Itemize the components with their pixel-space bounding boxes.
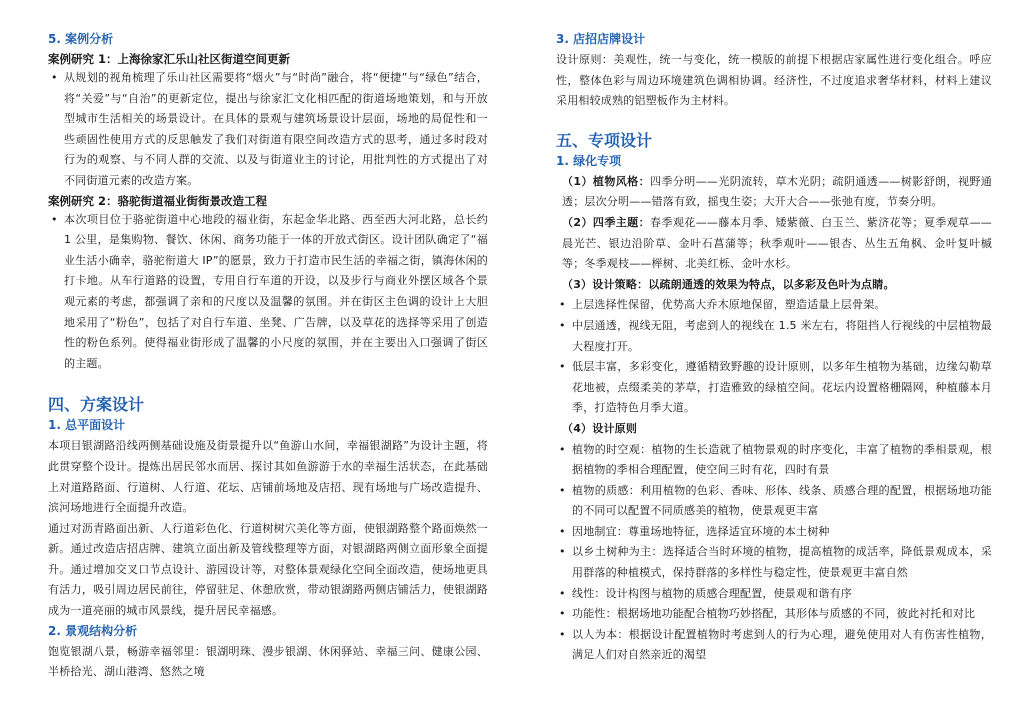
landscape-structure-heading: 2. 景观结构分析 [48, 623, 138, 638]
bullet-dot-icon: • [51, 71, 58, 84]
strategy-bullet: • 上层选择性保留，优势高大乔木原地保留，塑造适量上层骨架。 [556, 295, 992, 316]
bullet-dot-icon: • [559, 524, 566, 538]
case1-title: 案例研究 1：上海徐家汇乐山社区街道空间更新 [48, 52, 291, 66]
four-season-text: 春季观花——藤本月季、矮紫薇、白玉兰、紫济花等；夏季观草——晨光芒、银边沿阶草、金叶石菖蒲等；秋季观叶——银杏、丛生五角枫、金叶复叶槭等；冬季观枝——榉树、北美红栎、金叶水杉。 [562, 215, 992, 271]
section5-title: 五、专项设计 [556, 130, 653, 150]
principle-bullet: • 功能性：根据场地功能配合植物巧妙搭配，其形体与质感的不同，彼此衬托和对比 [556, 604, 992, 625]
landscape-structure-paragraph: 饱览银湖八景，畅游幸福邻里：银湖明珠、漫步银湖、休闲驿站、幸福三问、健康公园、半桥拾光、湖山港湾、悠然之境 [48, 644, 488, 679]
principle-bullet: • 以乡土树种为主：选择适合当时环境的植物，提高植物的成活率，降低景观成本，采用群落的种植模式，保持群落的多样性与稳定性，使景观更丰富自然 [556, 542, 992, 583]
left-column [48, 30, 488, 683]
bullet-dot-icon: • [559, 318, 566, 332]
section4-title: 四、方案设计 [48, 395, 145, 415]
principle-bullet: • 因地制宜：尊重场地特征，选择适宜环境的本土树种 [556, 522, 992, 543]
site-plan-paragraph-2: 通过对沥青路面出新、人行道彩色化、行道树树穴美化等方面，使银湖路整个路面焕然一新。通过改造店招店牌、建筑立面出新及管线整理等方面，对银湖路两侧立面形象全面提升。通过增加交叉口节点设计、游园设计等，对整体景观绿化空间全面改造，使场地更具有活力，吸引周边居民前往，停留驻足、休憩欣赏，带动银湖路两侧店铺活力，使银湖路成为一道亮丽的城市风景线，提升居民幸福感。 [48, 521, 488, 618]
principle-label: （4）设计原则 [562, 421, 638, 435]
signage-heading: 3. 店招店牌设计 [556, 32, 646, 46]
bullet-dot-icon: • [559, 483, 566, 497]
case-analysis-heading: 5. 案例分析 [48, 32, 114, 46]
site-plan-paragraph-1: 本项目银湖路沿线两侧基础设施及街景提升以“鱼游山水间，幸福银湖路”为设计主题，将此贯穿整个设计。提炼出居民邻水而居、探讨其如鱼游游于水的幸福生活状态，在此基础上对道路路面、行道树、人行道、花坛、店铺前场地及店招、现有场地与广场改造提升、滨河场地进行全面提升改造。 [48, 439, 488, 515]
four-season-label: （2）四季主题： [562, 215, 651, 229]
bullet-dot-icon: • [559, 586, 566, 600]
principle-bullet: • 植物的质感：利用植物的色彩、香味、形体、线条、质感合理的配置，根据场地功能的不同可以配置不同质感美的植物，使景观更丰富 [556, 481, 992, 522]
case1-bullet [48, 68, 488, 192]
right-column [556, 30, 992, 666]
principle-bullet: • 植物的时空观：植物的生长造就了植物景观的时序变化，丰富了植物的季相景观，根据植物的季相合理配置，使空间三时有花，四时有景 [556, 440, 992, 481]
plant-style-paragraph [556, 172, 992, 213]
case2-title: 案例研究 2：骆驼街道福业街街景改造工程 [48, 193, 268, 208]
bullet-dot-icon: • [51, 212, 58, 226]
case2-bullet [48, 210, 488, 375]
case1-text: 从规划的视角梳理了乐山社区需要将“烟火”与“时尚”融合，将“便捷”与“绿色”结合，将“关爱”与“自治”的更新定位，提出与徐家汇文化相匹配的街道场地策划，和与开放型城市生活相关的场景设计。在具体的景观与建筑场景设计层面，场地的局促性和一些顽固性使用方式的反思触发了我们对街道有限空间改造方式的思考，通过多时段对行为的观察、与不同人群的交流、以及与街道业主的讨论，用批判性的方式提出了对不同街道元素的改造方案。 [64, 71, 488, 187]
bullet-dot-icon: • [559, 298, 566, 312]
signage-paragraph: 设计原则：美观性，统一与变化，统一模版的前提下根据店家属性进行变化组合。呼应性，整体色彩与周边环境建筑色调相协调。经济性，不过度追求奢华材料，材料上建议采用相较成熟的铝塑板作为主材料。 [556, 53, 992, 108]
bullet-dot-icon: • [559, 627, 566, 641]
plant-style-text: 四季分明——光阴流转，草木光阴；疏阴通透——树影舒朗，视野通透；层次分明——错落有致，摇曳生姿；大开大合——张弛有度，节奏分明。 [562, 174, 992, 209]
bullet-dot-icon: • [559, 545, 566, 559]
strategy-bullet: • 中层通透，视线无阻，考虑到人的视线在 1.5 米左右，将阻挡人行视线的中层植物最大程度打开。 [556, 316, 992, 357]
strategy-bullet: • 低层丰富，多彩变化，遵循精致野趣的设计原则，以多年生植物为基础，边缘勾勒草花地被，点缀柔美的茅草，打造雅致的绿植空间。花坛内设置格栅隔网，种植藤本月季，打造特色月季大道。 [556, 357, 992, 419]
greening-heading: 1. 绿化专项 [556, 153, 622, 168]
strategy-label: （3）设计策略：以疏朗通透的效果为特点，以多彩及色叶为点睛。 [562, 277, 895, 291]
principle-bullet: • 以人为本：根据设计配置植物时考虑到人的行为心理，避免使用对人有伤害性植物，满足人们对自然亲近的渴望 [556, 625, 992, 666]
four-season-paragraph [556, 213, 992, 275]
plant-style-label: （1）植物风格： [562, 174, 651, 188]
principle-bullet: • 线性：设计构图与植物的质感合理配置，使景观和谐有序 [556, 584, 992, 605]
site-plan-heading: 1. 总平面设计 [48, 418, 126, 433]
bullet-dot-icon: • [559, 442, 566, 456]
case2-text: 本次项目位于骆驼街道中心地段的福业街，东起金华北路、西至西大河北路，总长约 1 公里，是集购物、餐饮、休闲、商务功能于一体的开放式街区。设计团队确定了“福业生活小确幸，骆驼衔道大 IP”的愿景，致力于打造市民生活的幸福之街，镇海休闲的打卡地。从车行道路的设置，专用自行车道的开设，以及步行与商业外摆区域各个景观元素的考虑，都强调了亲和的尺度以及温馨的氛围。并在街区主色调的设计上大胆地采用了“粉色”，包括了对自行车道、坐凳、广告牌，以及草花的选择等采用了创造性的粉色系列。使得福业街形成了温馨的小尺度的氛围，并在主要出入口强调了街区的主题。 [64, 212, 488, 370]
bullet-dot-icon: • [559, 360, 566, 374]
bullet-dot-icon: • [559, 607, 566, 621]
